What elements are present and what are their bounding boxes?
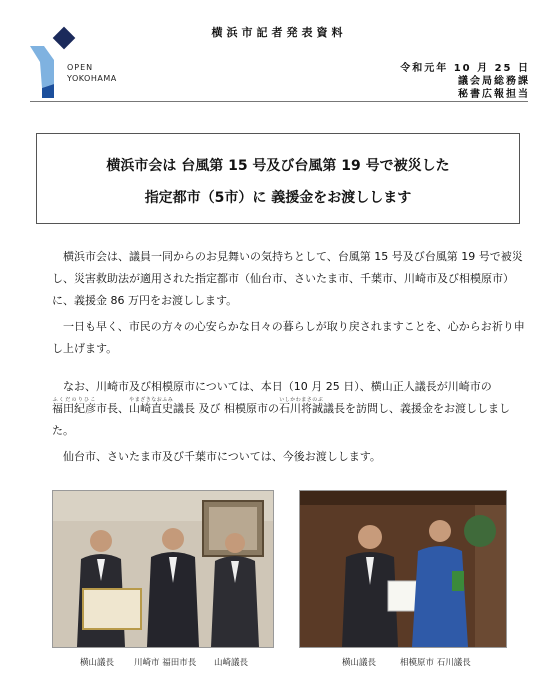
photo-kawasaki [52,490,274,648]
logo-text-yokohama: YOKOHAMA [67,74,117,83]
name-yamazaki: 山崎直史やまざきなおふみ [129,397,173,415]
body-paragraph-3 [52,376,528,442]
p3-text-d: 議長を訪問し、義援金をお渡ししました。 [52,402,510,437]
caption-photo-1-item-3: 山崎議長 [214,658,249,668]
caption-photo-1-item-1: 横山議長 [80,658,115,668]
headline-line-1: 横浜市会は 台風第 15 号及び台風第 19 号で被災した [106,158,450,174]
photo-sagamihara-image [300,491,506,647]
p3-text-a: なお、川崎市及び相模原市については、本日（10 月 25 日）、横山正人議長が川崎市の [63,380,492,393]
header-title: 横浜市記者発表資料 [211,26,347,39]
release-date: 令和元年 10 月 25 日 [400,63,530,74]
section: 秘書広報担当 [458,89,530,100]
photo-sagamihara [299,490,507,648]
department: 議会局総務課 [458,76,530,87]
logo-light-shape [30,46,54,88]
body-paragraph-4: 仙台市、さいたま市及び千葉市については、今後お渡しします。 [63,450,381,463]
caption-photo-2-item-2: 相模原市 石川議長 [400,658,471,668]
logo-text-open: OPEN [67,63,94,72]
headline-box [36,133,520,224]
p3-text-b: 市長、 [96,402,129,415]
headline-line-2: 指定都市（5市）に 義援金をお渡しします [144,190,412,206]
open-yokohama-logo [30,26,126,98]
p3-text-c: 議長 及び 相模原市の [173,402,279,415]
name-fukuda: 福田紀彦ふくだのりひこ [52,397,96,415]
caption-photo-1-item-2: 川崎市 福田市長 [134,658,197,668]
body-paragraph-1: 横浜市会は、議員一同からのお見舞いの気持ちとして、台風第 15 号及び台風第 19 号で被災し、災害救助法が適用された指定都市（仙台市、さいたま市、千葉市、川崎市及び相模原市）に、義援金 86 万円をお渡しします。 [52,250,523,307]
name-ishikawa: 石川将誠いしかわまさのぶ [279,397,323,415]
body-paragraph-2: 一日も早く、市民の方々の心安らかな日々の暮らしが取り戻されますことを、心からお祈り申し上げます。 [52,320,525,355]
logo-diamond-shape [53,27,76,50]
caption-photo-2-item-1: 横山議長 [342,658,377,668]
photo-kawasaki-image [53,491,273,647]
header-divider [30,101,528,102]
